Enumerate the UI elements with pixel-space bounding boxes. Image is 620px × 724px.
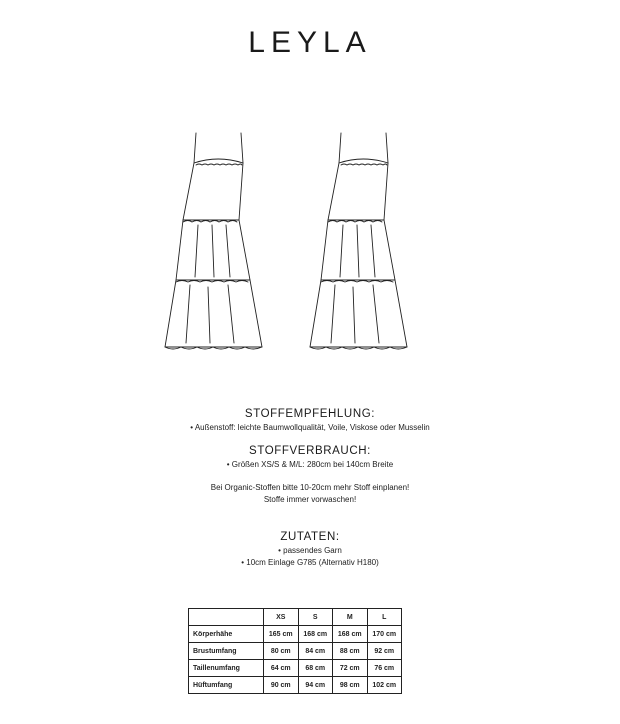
fabric-note-prewash: Stoffe immer vorwaschen! <box>263 495 357 504</box>
fabric-note-organic: Bei Organic-Stoffen bitte 10-20cm mehr Stoff einplanen! <box>210 483 410 492</box>
table-cell: 68 cm <box>298 660 333 677</box>
table-cell: 92 cm <box>367 643 402 660</box>
table-row <box>189 643 402 660</box>
fabric-recommendation-heading: STOFFEMPFEHLUNG: <box>244 408 376 420</box>
row-label: Hüftumfang <box>189 677 264 694</box>
notions-section <box>0 531 620 567</box>
dress-illustration <box>0 125 620 360</box>
table-cell: 64 cm <box>264 660 299 677</box>
table-cell: 80 cm <box>264 643 299 660</box>
size-table <box>188 608 402 694</box>
table-cell: 102 cm <box>367 677 402 694</box>
fabric-consumption-item: • Größen XS/S & M/L: 280cm bei 140cm Breite <box>226 460 394 469</box>
size-table-header <box>189 609 402 626</box>
fabric-recommendation-section <box>0 408 620 432</box>
row-label: Körperhähe <box>189 626 264 643</box>
size-header-m: M <box>333 609 368 626</box>
fabric-consumption-heading: STOFFVERBRAUCH: <box>249 445 371 457</box>
table-cell: 168 cm <box>333 626 368 643</box>
notions-item: • passendes Garn <box>278 546 342 555</box>
dress-front-drawing <box>165 133 262 349</box>
size-header-xs: XS <box>264 609 299 626</box>
table-row <box>189 660 402 677</box>
size-header-l: L <box>367 609 402 626</box>
notions-item: • 10cm Einlage G785 (Alternativ H180) <box>241 558 379 567</box>
row-label: Brustumfang <box>189 643 264 660</box>
fabric-consumption-section <box>0 445 620 504</box>
notions-heading: ZUTATEN: <box>280 531 340 543</box>
fabric-recommendation-item: • Außenstoff: leichte Baumwollqualität, Voile, Viskose oder Musselin <box>190 423 430 432</box>
table-cell: 76 cm <box>367 660 402 677</box>
table-cell: 168 cm <box>298 626 333 643</box>
table-cell: 72 cm <box>333 660 368 677</box>
table-row <box>189 677 402 694</box>
pattern-title: LEYLA <box>248 26 372 59</box>
table-row <box>189 626 402 643</box>
size-header-s: S <box>298 609 333 626</box>
table-cell: 90 cm <box>264 677 299 694</box>
table-cell: 88 cm <box>333 643 368 660</box>
size-header-empty <box>189 609 264 626</box>
table-cell: 165 cm <box>264 626 299 643</box>
table-cell: 94 cm <box>298 677 333 694</box>
table-cell: 98 cm <box>333 677 368 694</box>
table-cell: 170 cm <box>367 626 402 643</box>
table-cell: 84 cm <box>298 643 333 660</box>
dress-back-drawing <box>310 133 407 349</box>
row-label: Taillenumfang <box>189 660 264 677</box>
